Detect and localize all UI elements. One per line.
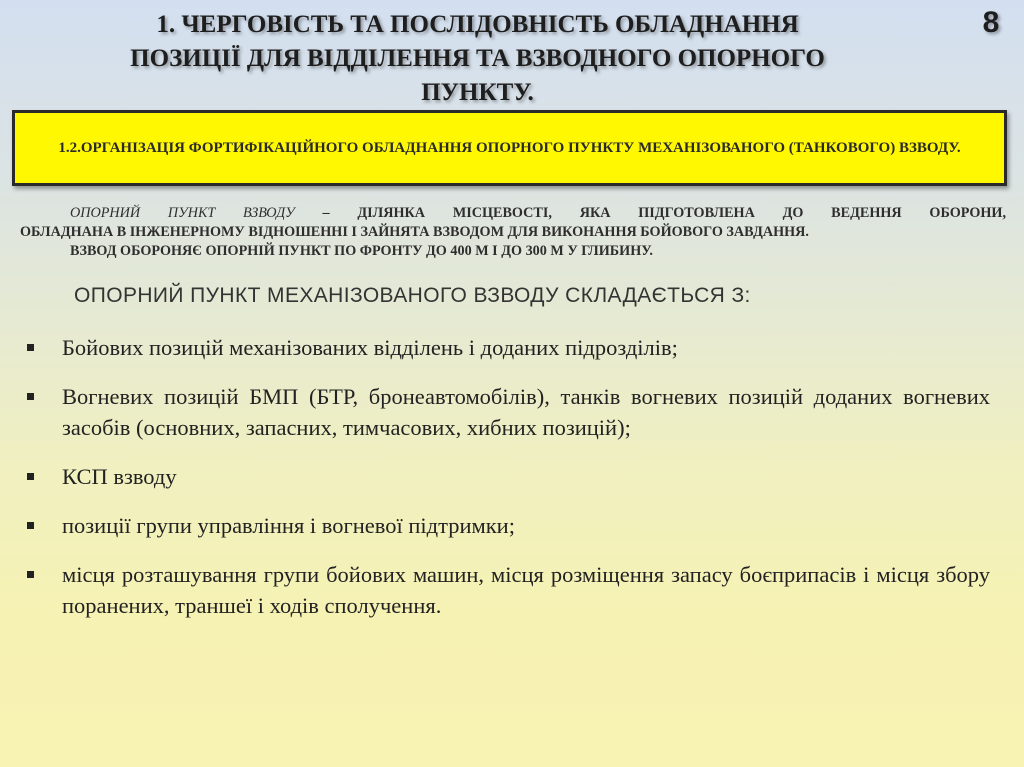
square-bullet-icon (27, 571, 34, 578)
square-bullet-icon (27, 344, 34, 351)
list-item (20, 559, 990, 621)
title-line-3: ПУНКТУ. (421, 79, 534, 106)
page-number: 8 (982, 6, 1000, 39)
square-bullet-icon (27, 473, 34, 480)
list-item-text: позиції групи управління і вогневої підтримки; (62, 513, 515, 538)
definition-text-3: ВЗВОД ОБОРОНЯЄ ОПОРНІЙ ПУНКТ ПО ФРОНТУ ДО 400 М І ДО 300 М У ГЛИБИНУ (70, 243, 650, 259)
title-line-1: 1. ЧЕРГОВІСТЬ ТА ПОСЛІДОВНІСТЬ ОБЛАДНАННЯ (156, 11, 799, 38)
list-lead-text: ОПОРНИЙ ПУНКТ МЕХАНІЗОВАНОГО ВЗВОДУ СКЛАДАЄТЬСЯ З: (74, 284, 751, 307)
definition-dash: – (294, 205, 358, 221)
list-item-text: КСП взводу (62, 464, 177, 489)
list-item (20, 381, 990, 443)
section-subtitle-box (12, 110, 1007, 186)
list-item-text: місця розташування групи бойових машин, місця розміщення запасу боєприпасів і місця збору поранених, траншеї і ходів сполучення. (62, 562, 990, 618)
definition-term: ОПОРНИЙ ПУНКТ ВЗВОДУ (70, 205, 295, 221)
list-item (20, 461, 990, 492)
components-list (20, 332, 990, 639)
list-item-text: Вогневих позицій БМП (БТР, бронеавтомобілів), танків вогневих позицій доданих вогневих засобів (основних, запасних, тимчасових, хибних позицій); (62, 384, 990, 440)
definition-paragraph (20, 204, 1006, 261)
list-item-text: Бойових позицій механізованих відділень і доданих підрозділів; (62, 335, 678, 360)
definition-line-3 (20, 242, 1006, 261)
title-line-2: ПОЗИЦІЇ ДЛЯ ВІДДІЛЕННЯ ТА ВЗВОДНОГО ОПОРНОГО (130, 45, 825, 72)
list-item (20, 332, 990, 363)
list-item (20, 510, 990, 541)
section-subtitle: 1.2.ОРГАНІЗАЦІЯ ФОРТИФІКАЦІЙНОГО ОБЛАДНАННЯ ОПОРНОГО ПУНКТУ МЕХАНІЗОВАНОГО (ТАНКОВОГО) ВЗВОДУ. (58, 140, 961, 156)
definition-text-1: ДІЛЯНКА МІСЦЕВОСТІ, ЯКА ПІДГОТОВЛЕНА ДО ВЕДЕННЯ ОБОРОНИ, (357, 205, 1007, 221)
square-bullet-icon (27, 393, 34, 400)
definition-text-2: ОБЛАДНАНА В ІНЖЕНЕРНОМУ ВІДНОШЕННІ І ЗАЙНЯТА ВЗВОДОМ ДЛЯ ВИКОНАННЯ БОЙОВОГО ЗАВДАННЯ. (20, 224, 809, 240)
square-bullet-icon (27, 522, 34, 529)
definition-line-1 (20, 204, 1006, 223)
slide-title (60, 8, 895, 110)
definition-end: . (649, 243, 653, 259)
